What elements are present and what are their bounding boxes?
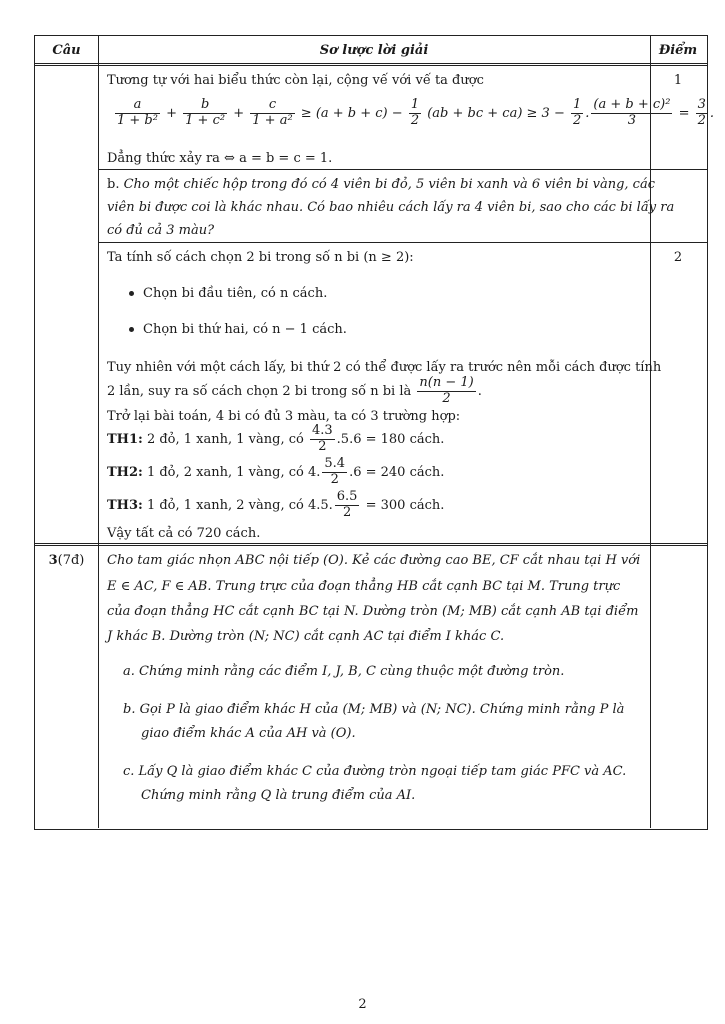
row3-para1: Tuy nhiên với một cách lấy, bi thứ 2 có thể được lấy ra trước nên mỗi cách được tính [107,360,662,375]
bullet-second [129,322,347,338]
para2-text: 2 lần, suy ra số cách chọn 2 bi trong số n bi là [107,383,412,399]
ineq-part-a: ≥ (a + b + c) − [300,105,403,121]
th3-pre: 1 đỏ, 1 xanh, 2 vàng, có 4.5. [146,497,333,513]
th1-den: 2 [318,438,327,454]
row3-total: Vậy tất cả có 720 cách. [107,526,261,541]
row2-line2: viên bi được coi là khác nhau. Có bao nhiêu cách lấy ra 4 viên bi, sao cho các bi lấy ra [107,200,675,215]
th2-post: .6 = 240 cách. [349,464,445,480]
col-divider-left [98,36,99,828]
th2-den: 2 [330,471,339,487]
header-divider [35,63,707,66]
row4-part-a: a. Chứng minh rằng các điểm I, J, B, C cùng thuộc một đường tròn. [123,664,565,679]
frac5-num: (a + b + c)² [593,97,671,112]
para2-den: 2 [442,390,451,406]
frac2-num: b [183,98,227,114]
row1-equality: Dẳng thức xảy ra ⇔ a = b = c = 1. [107,151,333,166]
frac5-den: 3 [627,112,637,128]
th2-pre: 1 đỏ, 2 xanh, 1 vàng, có 4. [146,464,321,480]
row2-prefix: b. [107,177,120,192]
row3-back: Trở lại bài toán, 4 bi có đủ 3 màu, ta có 3 trường hợp: [107,409,461,424]
row2-line1-text: Cho một chiếc hộp trong đó có 4 viên bi đỏ, 5 viên bi xanh và 6 viên bi vàng, các [123,177,655,192]
th3-post: = 300 cách. [365,497,445,513]
row2-line1 [107,177,655,193]
frac1-den: 1 + b² [117,112,158,128]
result-num: 3 [697,97,706,112]
frac3-den: 1 + a² [252,112,293,128]
th3-label: TH3: [107,497,143,513]
eq-sign: = [678,105,690,121]
para2-num: n(n − 1) [419,375,474,390]
row3-th2 [107,457,444,488]
th1-post: .5.6 = 180 cách. [336,431,445,447]
row1-score: 1 [673,73,683,88]
para2-dot: . [477,383,482,399]
frac1-num: a [115,98,160,114]
bullet-first-text: Chọn bi đầu tiên, có n cách. [143,286,328,301]
th1-pre: 2 đỏ, 1 xanh, 1 vàng, có [146,431,304,447]
row1-inequality: $\frac{a}{\text{1 + b²}}$ + $\frac{b}{\text{1 + c²}}$ + $\frac{c}{\text{1 + a²}}$ ≥ (a + b + c) − $\frac{1}{2}$ (ab + bc + ca) ≥ 3 − $\frac{1}{2}$ . $\frac{\text{(a + b + c)²}}{3}$ = $\frac{3}{2}$ . [117,97,715,128]
header-diem: Điểm [658,43,698,58]
row4-line3: của đoạn thẳng HC cắt cạnh BC tại N. Dường tròn (M; MB) cắt cạnh AB tại điểm [107,604,639,619]
bullet-first [129,286,327,302]
row1-intro: Tương tự với hai biểu thức còn lại, cộng vế với vế ta được [107,73,484,88]
half2-den: 2 [573,112,582,128]
col-divider-right [650,36,651,828]
bullet-icon [129,327,134,332]
th1-num: 4.3 [311,423,333,438]
half-den: 2 [410,112,420,128]
row3-para2 [107,376,482,407]
eq-dot: . [709,105,715,121]
th3-den: 2 [342,504,352,520]
row4-part-c2: Chứng minh rằng Q là trung điểm của AI. [141,788,416,803]
row2-line3: có đủ cả 3 màu? [107,223,215,238]
th2-num: 5.4 [324,456,346,471]
header-solution: Sơ lược lời giải [319,43,429,58]
row4-part-c1: c. Lấy Q là giao điểm khác C của đường tròn ngoại tiếp tam giác PFC và AC. [123,764,627,779]
th1-label: TH1: [107,431,143,447]
row3-score: 2 [673,250,683,265]
bullet-second-text: Chọn bi thứ hai, có n − 1 cách. [143,322,347,337]
th3-num: 6.5 [336,489,358,504]
row2-divider [98,242,707,243]
solution-table [34,35,715,830]
ineq-part-b: (ab + bc + ca) ≥ 3 − [427,105,565,121]
page-number: 2 [358,997,367,1012]
row4-number: 3 [48,553,58,568]
frac2-den: 1 + c² [185,112,226,128]
row4-part-b1: b. Gọi P là giao điểm khác H của (M; MB) và (N; NC). Chứng minh rằng P là [123,702,625,717]
half-num: 1 [410,97,420,112]
row4-part-b2: giao điểm khác A của AH và (O). [141,726,356,741]
header-cau: Câu [52,43,81,58]
frac3-num: c [250,98,294,114]
row4-line2: E ∈ AC, F ∈ AB. Trung trực của đoạn thẳng HB cắt cạnh BC tại M. Trung trực [107,579,621,594]
row1-divider [98,169,707,170]
half2-num: 1 [573,97,582,112]
row4-line4: J khác B. Dường tròn (N; NC) cắt cạnh AC tại điểm I khác C. [107,629,505,644]
row3-th1 [107,424,444,455]
row3-line1: Ta tính số cách chọn 2 bi trong số n bi (n ≥ 2): [107,250,414,265]
row4-line1: Cho tam giác nhọn ABC nội tiếp (O). Kẻ các đường cao BE, CF cắt nhau tại H với [107,553,641,568]
th2-label: TH2: [107,464,143,480]
row3-divider [35,543,707,546]
row3-th3 [107,490,444,521]
row4-label [35,553,98,569]
result-den: 2 [697,112,706,128]
row4-points: (7đ) [57,553,85,568]
bullet-icon [129,291,134,296]
